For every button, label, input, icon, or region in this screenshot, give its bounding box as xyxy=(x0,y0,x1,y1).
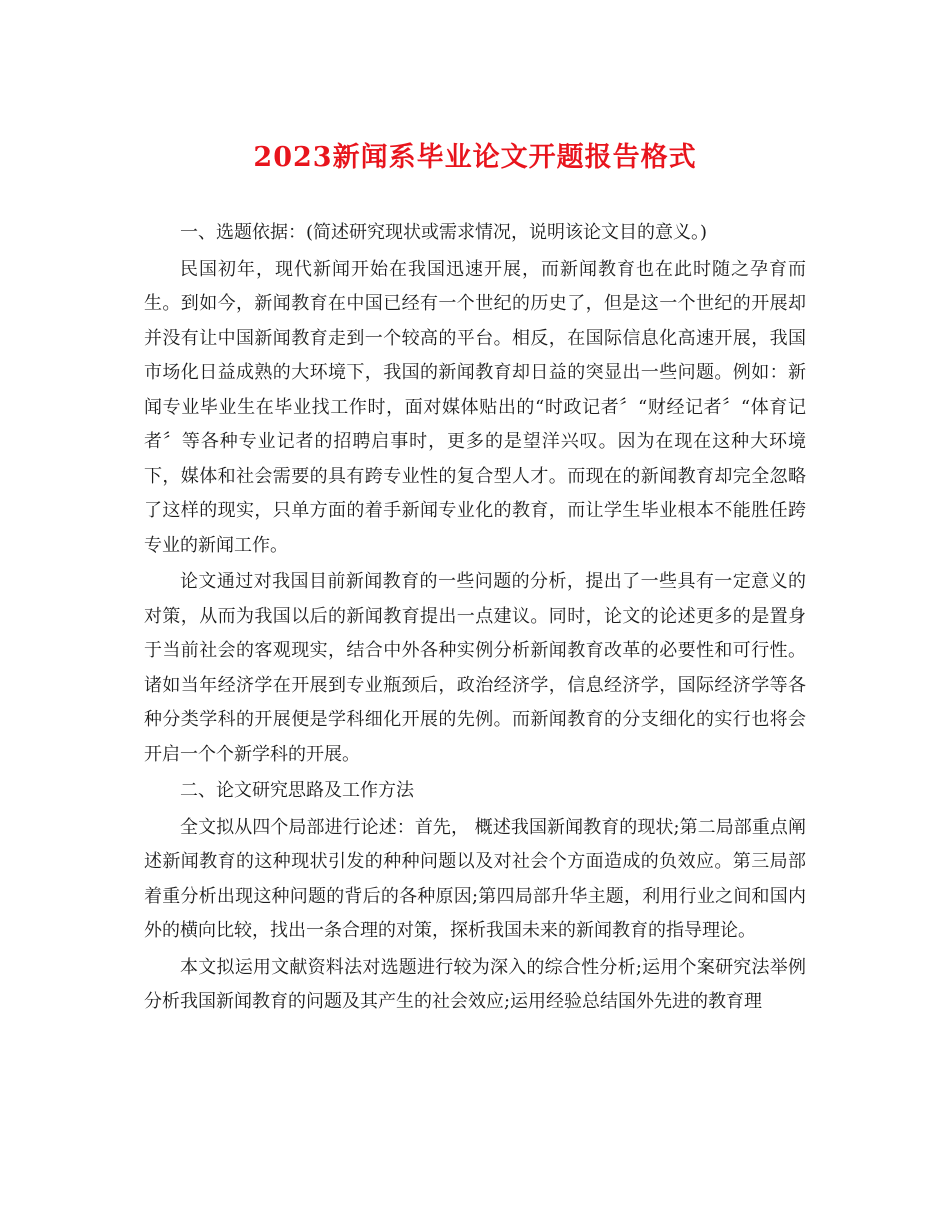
document-title: 2023新闻系毕业论文开题报告格式 xyxy=(253,142,697,173)
section-heading-2: 二、论文研究思路及工作方法 xyxy=(180,780,414,801)
paragraph-1: 民国初年，现代新闻开始在我国迅速开展，而新闻教育也在此时随之孕育而生。到如今，新闻教育在中国已经有一个世纪的历史了，但是这一个世纪的开展却并没有让中国新闻教育走到一个较高的平台。相反，在国际信息化高速开展，我国市场化日益成熟的大环境下，我国的新闻教育却日益的突显出一些问题。例如：新闻专业毕业生在毕业找工作时，面对媒体贴出的“时政记者〞“财经记者〞“体育记者〞等各种专业记者的招聘启事时，更多的是望洋兴叹。因为在现在这种大环境下，媒体和社会需要的具有跨专业性的复合型人才。而现在的新闻教育却完全忽略了这样的现实，只单方面的着手新闻专业化的教育，而让学生毕业根本不能胜任跨专业的新闻工作。 xyxy=(144,258,806,556)
paragraph-2: 论文通过对我国目前新闻教育的一些问题的分析，提出了一些具有一定意义的对策，从而为我国以后的新闻教育提出一点建议。同时，论文的论述更多的是置身于当前社会的客观现实，结合中外各种实例分析新闻教育改革的必要性和可行性。诸如当年经济学在开展到专业瓶颈后，政治经济学，信息经济学，国际经济学等各种分类学科的开展便是学科细化开展的先例。而新闻教育的分支细化的实行也将会开启一个个新学科的开展。 xyxy=(144,571,806,765)
paragraph-4: 本文拟运用文献资料法对选题进行较为深入的综合性分析;运用个案研究法举例分析我国新闻教育的问题及其产生的社会效应;运用经验总结国外先进的教育理 xyxy=(144,956,806,1012)
document-body xyxy=(144,216,806,1022)
paragraph-3: 全文拟从四个局部进行论述：首先， 概述我国新闻教育的现状;第二局部重点阐述新闻教育的这种现状引发的种种问题以及对社会个方面造成的负效应。第三局部着重分析出现这种问题的背后的各种原因;第四局部升华主题，利用行业之间和国内外的横向比较，找出一条合理的对策，探析我国未来的新闻教育的指导理论。 xyxy=(144,816,806,941)
section-heading-1: 一、选题依据：(简述研究现状或需求情况，说明该论文目的意义。) xyxy=(180,222,708,243)
